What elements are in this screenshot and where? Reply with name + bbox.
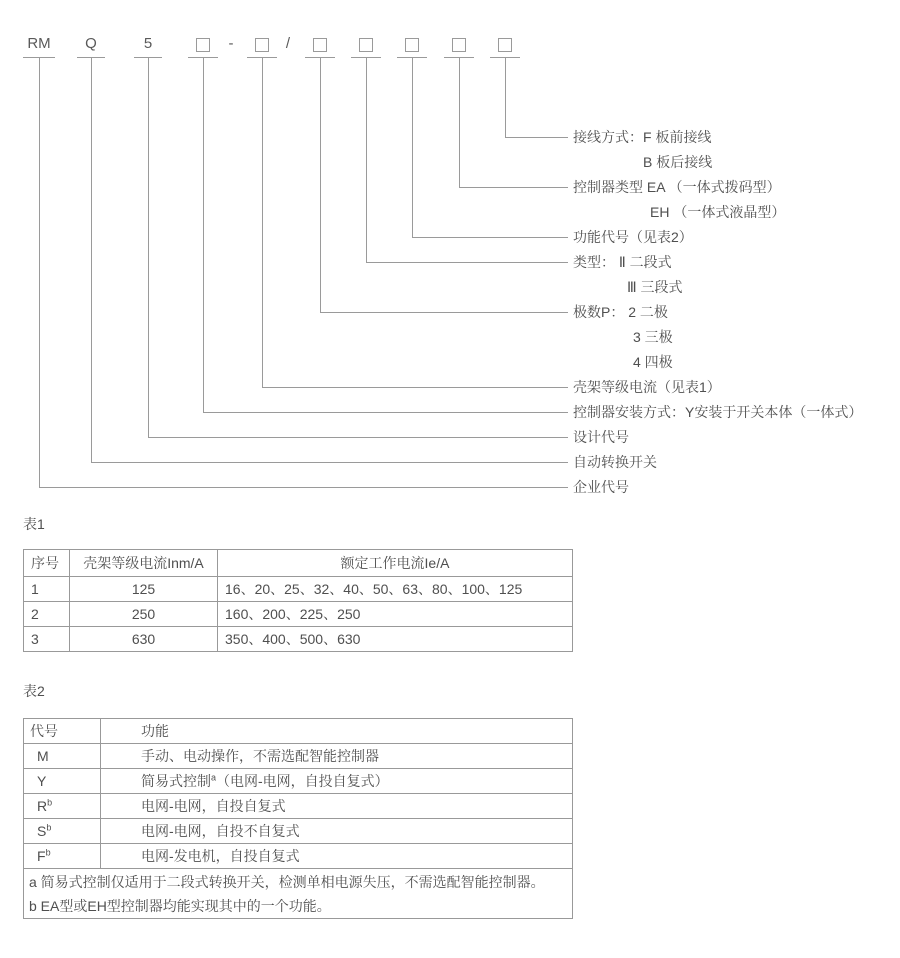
cell-code: $F^b$ bbox=[24, 844, 101, 869]
model-segment-box-mount bbox=[196, 38, 210, 52]
connector-line bbox=[366, 58, 367, 263]
code-superscript: b bbox=[47, 797, 53, 808]
connector-line bbox=[459, 58, 460, 188]
cell-index: 1 bbox=[24, 577, 70, 602]
model-separator-slash: / bbox=[285, 35, 291, 52]
table2-caption: 表2 bbox=[23, 683, 45, 699]
connector-line bbox=[39, 487, 568, 488]
cell-frame-current: 250 bbox=[70, 602, 218, 627]
table-row bbox=[24, 627, 573, 652]
model-segment-box-function bbox=[405, 38, 419, 52]
cell-code: M bbox=[24, 744, 101, 769]
model-segment-design-code: 5 bbox=[143, 35, 153, 52]
function-superscript: a bbox=[211, 772, 217, 783]
connector-line bbox=[505, 137, 568, 138]
cell-code: $S^b$ bbox=[24, 819, 101, 844]
function-code-table bbox=[23, 718, 573, 919]
connector-line bbox=[262, 58, 263, 388]
label-design-code: 设计代号 bbox=[573, 429, 629, 445]
footnote-a: a 简易式控制仅适用于二段式转换开关，检测单相电源失压，不需选配智能控制器。 bbox=[29, 873, 545, 890]
label-poles-opt2: 3 三极 bbox=[633, 329, 673, 345]
cell-frame-current: 125 bbox=[70, 577, 218, 602]
col-header-index: 序号 bbox=[24, 550, 70, 577]
label-type-opt2: Ⅲ 三段式 bbox=[627, 279, 683, 295]
connector-line bbox=[320, 312, 568, 313]
connector-line bbox=[262, 387, 568, 388]
code-superscript: b bbox=[45, 847, 51, 858]
table-header-row bbox=[24, 719, 573, 744]
col-header-frame-current: 壳架等级电流Inm/A bbox=[70, 550, 218, 577]
label-poles: 极数P： 2 二极 bbox=[573, 304, 668, 320]
connector-line bbox=[91, 462, 568, 463]
frame-current-table bbox=[23, 549, 573, 652]
label-poles-opt3: 4 四极 bbox=[633, 354, 673, 370]
cell-code: Y bbox=[24, 769, 101, 794]
table-row bbox=[24, 819, 573, 844]
model-segment-box-poles bbox=[313, 38, 327, 52]
model-segment-box-wiring bbox=[498, 38, 512, 52]
connector-line bbox=[412, 237, 568, 238]
model-segment-box-controller bbox=[452, 38, 466, 52]
code-superscript: b bbox=[46, 822, 52, 833]
footnote-b: b EA型或EH型控制器均能实现其中的一个功能。 bbox=[29, 897, 331, 914]
cell-frame-current: 630 bbox=[70, 627, 218, 652]
connector-line bbox=[39, 58, 40, 488]
connector-line bbox=[91, 58, 92, 463]
connector-line bbox=[203, 58, 204, 413]
label-function-code: 功能代号（见表2） bbox=[573, 229, 693, 245]
label-type: 类型： Ⅱ 二段式 bbox=[573, 254, 672, 270]
table1-caption: 表1 bbox=[23, 516, 45, 532]
cell-function: 简易式控制$^a$（电网-电网，自投自复式） bbox=[101, 769, 573, 794]
label-wiring-mode-opt2: B 板后接线 bbox=[643, 154, 713, 170]
table-row bbox=[24, 577, 573, 602]
table-row bbox=[24, 844, 573, 869]
col-header-function: 功能 bbox=[101, 719, 573, 744]
cell-rated-current: 350、400、500、630 bbox=[218, 627, 573, 652]
cell-rated-current: 16、20、25、32、40、50、63、80、100、125 bbox=[218, 577, 573, 602]
table-row bbox=[24, 794, 573, 819]
table-row bbox=[24, 769, 573, 794]
model-segment-box-frame-current bbox=[255, 38, 269, 52]
label-auto-transfer-switch: 自动转换开关 bbox=[573, 454, 657, 470]
label-frame-current: 壳架等级电流（见表1） bbox=[573, 379, 721, 395]
connector-line bbox=[320, 58, 321, 313]
label-controller-mount: 控制器安装方式：Y安装于开关本体（一体式） bbox=[573, 404, 863, 420]
cell-index: 3 bbox=[24, 627, 70, 652]
col-header-code: 代号 bbox=[24, 719, 101, 744]
cell-index: 2 bbox=[24, 602, 70, 627]
table-row bbox=[24, 744, 573, 769]
label-company-code: 企业代号 bbox=[573, 479, 629, 495]
cell-function: 电网-电网，自投不自复式 bbox=[101, 819, 573, 844]
connector-line bbox=[412, 58, 413, 238]
footnote-row bbox=[24, 869, 573, 919]
table-footnotes bbox=[24, 869, 573, 919]
model-segment-company-code: RM bbox=[27, 35, 51, 52]
label-wiring-mode: 接线方式：F 板前接线 bbox=[573, 129, 712, 145]
model-segment-switch-type: Q bbox=[85, 35, 97, 52]
model-separator-hyphen: - bbox=[228, 35, 234, 52]
connector-line bbox=[203, 412, 568, 413]
cell-code: $R^b$ bbox=[24, 794, 101, 819]
label-controller-type-opt2: EH （一体式液晶型） bbox=[650, 204, 786, 220]
connector-line bbox=[366, 262, 568, 263]
connector-line bbox=[148, 437, 568, 438]
cell-function: 手动、电动操作，不需选配智能控制器 bbox=[101, 744, 573, 769]
connector-line bbox=[505, 58, 506, 138]
label-controller-type: 控制器类型 EA （一体式拨码型） bbox=[573, 179, 781, 195]
connector-line bbox=[148, 58, 149, 438]
table-header-row bbox=[24, 550, 573, 577]
cell-function: 电网-电网，自投自复式 bbox=[101, 794, 573, 819]
cell-function: 电网-发电机，自投自复式 bbox=[101, 844, 573, 869]
col-header-rated-current: 额定工作电流Ie/A bbox=[218, 550, 573, 577]
model-segment-box-type bbox=[359, 38, 373, 52]
connector-line bbox=[459, 187, 568, 188]
table-row bbox=[24, 602, 573, 627]
cell-rated-current: 160、200、225、250 bbox=[218, 602, 573, 627]
